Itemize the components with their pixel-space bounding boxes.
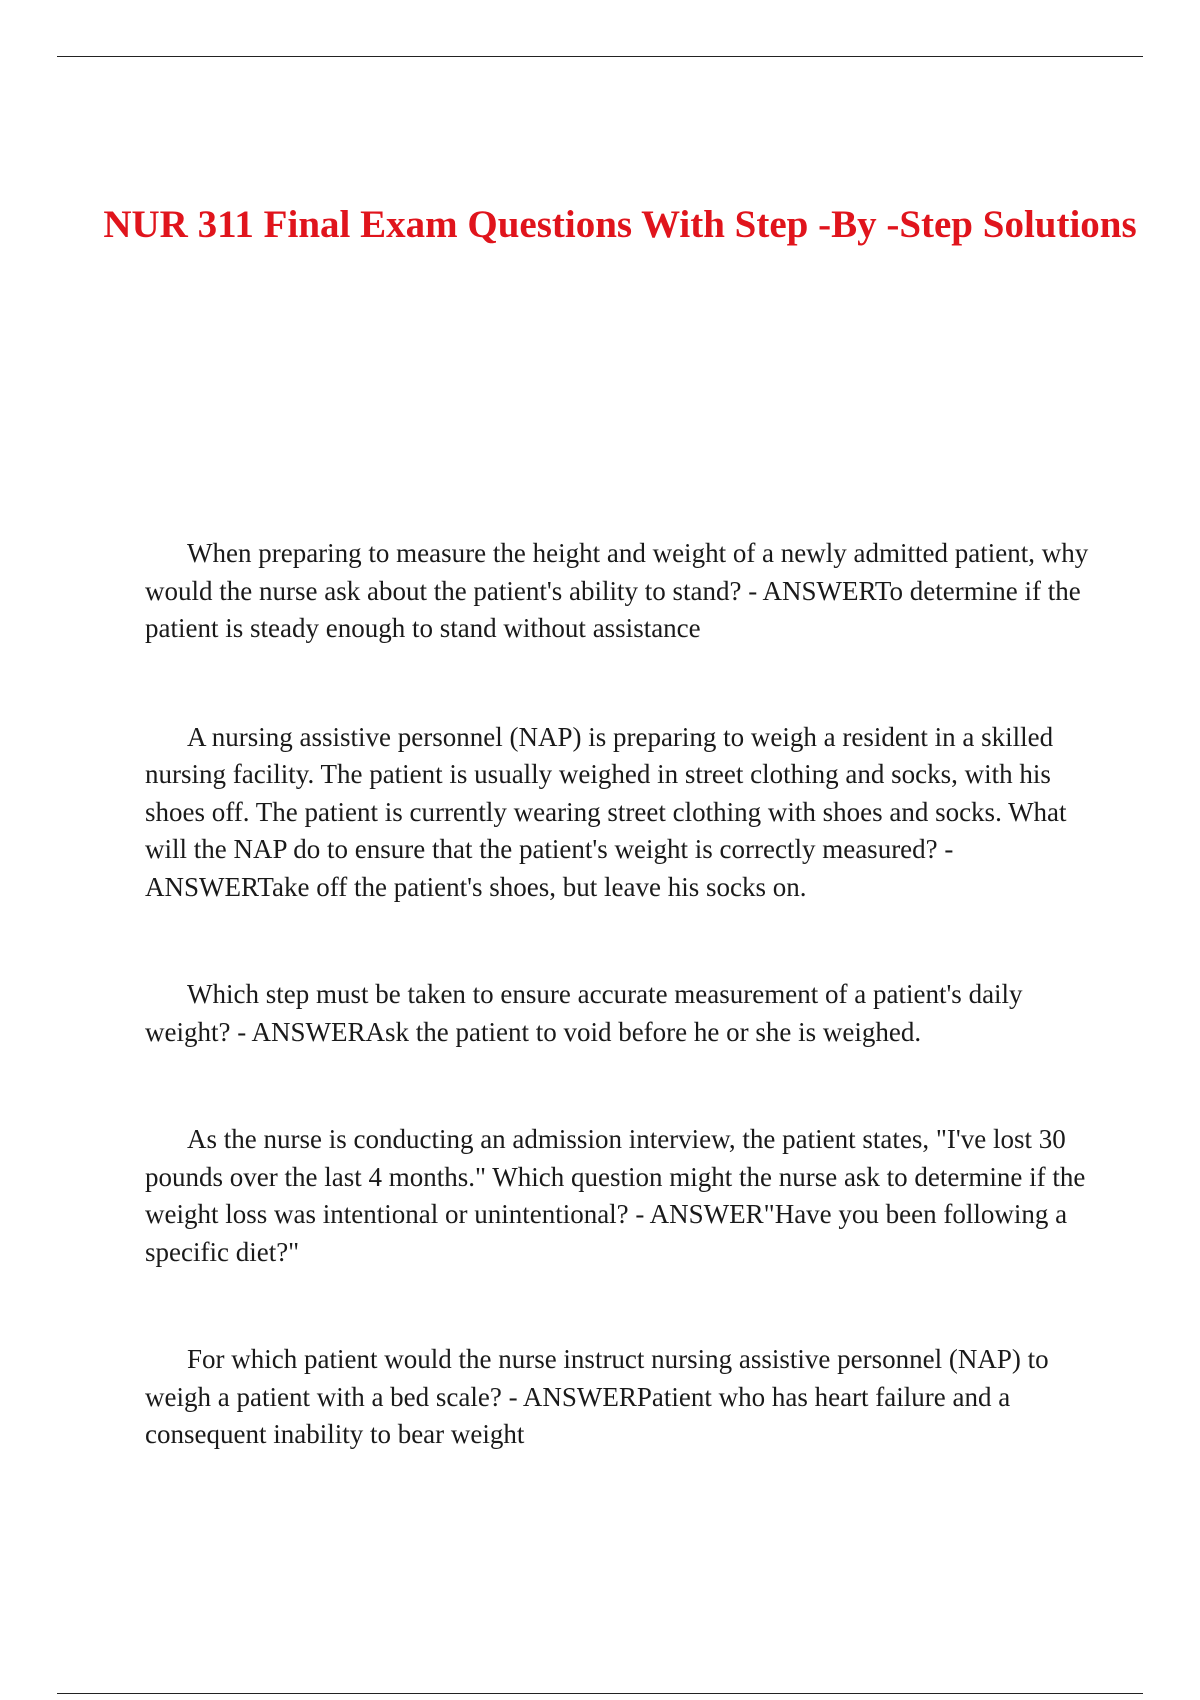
qa-item-5 — [145, 1341, 1090, 1454]
question-text: A nursing assistive personnel (NAP) is preparing to weigh a resident in a skilled nursing facility. The patient is usually weighed in street clothing and socks, with his shoes off. The patient is currently wearing street clothing with shoes and socks. What will the NAP do to ensure that the patient's weight is correctly measured? — [145, 721, 1067, 864]
qa-item-1 — [145, 535, 1090, 648]
bottom-rule — [57, 1693, 1143, 1694]
qa-item-2 — [145, 719, 1090, 907]
question-text: When preparing to measure the height and weight of a newly admitted patient, why would the nurse ask about the patient's ability to stand? — [145, 538, 1089, 606]
qa-item-3 — [145, 976, 1090, 1051]
answer-separator: - ANSWER — [501, 1381, 637, 1412]
answer-text: To determine if the patient is steady enough to stand without assistance — [145, 575, 1081, 643]
answer-separator: - ANSWER — [230, 1016, 366, 1047]
question-text: As the nurse is conducting an admission interview, the patient states, "I've lost 30 pounds over the last 4 months." Which question might the nurse ask to determine if the weight loss was intentional or unintentional? — [145, 1124, 1086, 1229]
answer-text: Ask the patient to void before he or she is weighed. — [365, 1016, 922, 1047]
document-title: NUR 311 Final Exam Questions With Step -By -Step Solutions — [103, 203, 1137, 246]
answer-separator: - ANSWER — [145, 834, 954, 902]
answer-text: "Have you been following a specific diet?" — [145, 1199, 1068, 1267]
top-rule — [57, 56, 1143, 57]
question-text: Which step must be taken to ensure accurate measurement of a patient's daily weight? — [145, 979, 1023, 1047]
answer-separator: - ANSWER — [628, 1199, 764, 1229]
answer-text: Take off the patient's shoes, but leave his socks on. — [257, 871, 807, 902]
qa-list — [145, 535, 1090, 1524]
question-text: For which patient would the nurse instruct nursing assistive personnel (NAP) to weigh a patient with a bed scale? — [145, 1344, 1049, 1412]
qa-item-4 — [145, 1121, 1090, 1271]
answer-separator: - ANSWER — [741, 575, 875, 606]
answer-text: Patient who has heart failure and a consequent inability to bear weight — [145, 1381, 1011, 1449]
